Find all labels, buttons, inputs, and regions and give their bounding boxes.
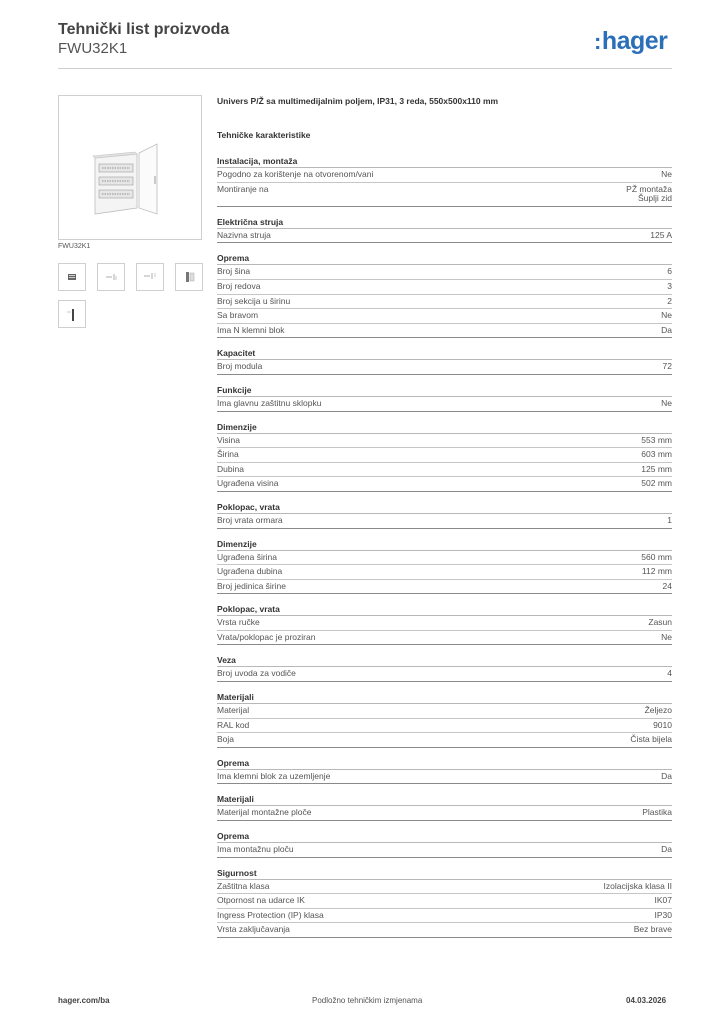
spec-row bbox=[217, 806, 672, 821]
spec-label: Broj šina bbox=[217, 266, 251, 277]
spec-label: Boja bbox=[217, 734, 235, 745]
spec-label: Sa bravom bbox=[217, 310, 259, 321]
spec-label: Nazivna struja bbox=[217, 229, 271, 240]
spec-label: Dubina bbox=[217, 463, 244, 474]
spec-row bbox=[217, 843, 672, 858]
spec-value-line: Plastika bbox=[642, 807, 672, 818]
spec-value-line: Izolacijska klasa II bbox=[603, 880, 672, 891]
spec-value bbox=[641, 450, 672, 460]
spec-label: Širina bbox=[217, 449, 239, 460]
thumbnail-side[interactable] bbox=[175, 263, 203, 291]
spec-value bbox=[663, 582, 672, 592]
section-title: Funkcije bbox=[217, 385, 672, 397]
footer-website[interactable]: hager.com/ba bbox=[58, 996, 110, 1005]
section-title: Električna struja bbox=[217, 217, 672, 229]
spec-row bbox=[217, 616, 672, 631]
spec-row bbox=[217, 551, 672, 566]
spec-value-line: 3 bbox=[667, 280, 672, 291]
cabinet-section-icon bbox=[59, 301, 85, 327]
spec-value bbox=[641, 465, 672, 475]
spec-row bbox=[217, 183, 672, 207]
spec-row bbox=[217, 477, 672, 492]
spec-value bbox=[641, 553, 672, 563]
spec-value-line: 9010 bbox=[653, 719, 672, 730]
header-divider bbox=[58, 68, 672, 69]
spec-row bbox=[217, 280, 672, 295]
hager-logo: :hager bbox=[594, 27, 668, 55]
spec-section bbox=[217, 539, 672, 595]
section-title: Materijali bbox=[217, 692, 672, 704]
spec-value-line: PŽ montaža bbox=[626, 183, 672, 194]
spec-row bbox=[217, 295, 672, 310]
cabinet-image bbox=[59, 96, 201, 239]
spec-content bbox=[217, 95, 672, 948]
spec-label: Ugrađena širina bbox=[217, 551, 278, 562]
spec-value-line: 125 mm bbox=[641, 463, 672, 474]
spec-value bbox=[661, 633, 672, 643]
spec-value bbox=[661, 311, 672, 321]
spec-value bbox=[661, 845, 672, 855]
spec-value-line: IP30 bbox=[654, 909, 672, 920]
spec-value-line: Da bbox=[661, 770, 672, 781]
spec-label: Broj uvoda za vodiče bbox=[217, 668, 296, 679]
spec-label: Broj modula bbox=[217, 361, 263, 372]
spec-value-line: 112 mm bbox=[641, 566, 672, 577]
spec-row bbox=[217, 667, 672, 682]
section-title: Dimenzije bbox=[217, 539, 672, 551]
product-description: Univers P/Ž sa multimedijalnim poljem, IP31, 3 reda, 550x500x110 mm bbox=[217, 96, 499, 106]
spec-label: Materijal bbox=[217, 705, 250, 716]
spec-label: Montiranje na bbox=[217, 183, 269, 194]
spec-value bbox=[648, 618, 672, 628]
spec-label: Vrsta zaključavanja bbox=[217, 924, 290, 935]
spec-label: Otpornost na udarce IK bbox=[217, 895, 305, 906]
spec-value bbox=[641, 479, 672, 489]
spec-section bbox=[217, 502, 672, 529]
spec-value bbox=[667, 669, 672, 679]
spec-row bbox=[217, 770, 672, 785]
spec-value bbox=[655, 896, 673, 906]
spec-row bbox=[217, 265, 672, 280]
spec-value bbox=[661, 170, 672, 180]
spec-value bbox=[661, 326, 672, 336]
spec-value-line: Da bbox=[661, 844, 672, 855]
spec-row bbox=[217, 580, 672, 595]
spec-section bbox=[217, 217, 672, 244]
spec-row bbox=[217, 397, 672, 412]
section-title: Poklopac, vrata bbox=[217, 502, 672, 514]
characteristics-title: Tehničke karakteristike bbox=[217, 130, 311, 140]
spec-value bbox=[642, 567, 672, 577]
spec-label: Zaštitna klasa bbox=[217, 880, 270, 891]
spec-value bbox=[667, 297, 672, 307]
spec-section bbox=[217, 348, 672, 375]
spec-label: Vrata/poklopac je proziran bbox=[217, 631, 316, 642]
thumbnail-dimensions-front[interactable] bbox=[97, 263, 125, 291]
section-title: Kapacitet bbox=[217, 348, 672, 360]
spec-row bbox=[217, 733, 672, 748]
spec-section bbox=[217, 422, 672, 492]
image-caption: FWU32K1 bbox=[58, 243, 91, 250]
spec-label: Ingress Protection (IP) klasa bbox=[217, 909, 324, 920]
spec-label: Broj redova bbox=[217, 280, 261, 291]
spec-value bbox=[630, 735, 672, 745]
spec-label: Ima klemni blok za uzemljenje bbox=[217, 770, 331, 781]
dimension-drawing-icon bbox=[137, 264, 163, 290]
spec-value bbox=[661, 399, 672, 409]
page-title: Tehnički list proizvoda bbox=[58, 21, 230, 38]
cabinet-side-icon bbox=[176, 264, 202, 290]
spec-label: Ugrađena visina bbox=[217, 478, 279, 489]
spec-value-line: Ne bbox=[661, 310, 672, 321]
spec-value bbox=[604, 882, 673, 892]
spec-value-line: Ne bbox=[661, 397, 672, 408]
spec-value-line: IK07 bbox=[654, 895, 672, 906]
section-title: Dimenzije bbox=[217, 422, 672, 434]
spec-label: Broj sekcija u širinu bbox=[217, 295, 291, 306]
spec-section bbox=[217, 156, 672, 207]
spec-value bbox=[667, 267, 672, 277]
spec-label: Ima montažnu ploču bbox=[217, 844, 294, 855]
section-title: Sigurnost bbox=[217, 868, 672, 880]
spec-value bbox=[663, 362, 672, 372]
spec-value-line: Zasun bbox=[648, 617, 672, 628]
product-image-frame bbox=[58, 95, 202, 240]
spec-row bbox=[217, 631, 672, 646]
spec-section bbox=[217, 794, 672, 821]
spec-row bbox=[217, 463, 672, 478]
spec-value-line: 502 mm bbox=[641, 478, 672, 489]
logo-text: hager bbox=[601, 27, 668, 55]
spec-row bbox=[217, 168, 672, 183]
spec-label: RAL kod bbox=[217, 719, 250, 730]
spec-value bbox=[667, 282, 672, 292]
spec-section bbox=[217, 253, 672, 338]
spec-value-line: 72 bbox=[662, 361, 672, 372]
section-title: Materijali bbox=[217, 794, 672, 806]
spec-row bbox=[217, 360, 672, 375]
spec-row bbox=[217, 448, 672, 463]
spec-section bbox=[217, 692, 672, 748]
spec-value bbox=[642, 808, 672, 818]
spec-label: Broj jedinica širine bbox=[217, 580, 286, 591]
spec-label: Vrsta ručke bbox=[217, 617, 260, 628]
section-title: Poklopac, vrata bbox=[217, 604, 672, 616]
spec-value-line: 125 A bbox=[650, 229, 672, 240]
thumbnail-dimensions-top[interactable] bbox=[136, 263, 164, 291]
spec-value-line: 560 mm bbox=[641, 551, 672, 562]
spec-value-line: Da bbox=[661, 324, 672, 335]
spec-value-line: 603 mm bbox=[641, 449, 672, 460]
spec-row bbox=[217, 434, 672, 449]
spec-row bbox=[217, 324, 672, 339]
spec-value-line: Ne bbox=[661, 631, 672, 642]
section-title: Oprema bbox=[217, 253, 672, 265]
spec-value-line: Željezo bbox=[644, 705, 672, 716]
spec-sections bbox=[217, 156, 672, 938]
spec-label: Ugrađena dubina bbox=[217, 566, 283, 577]
spec-row bbox=[217, 894, 672, 909]
footer-notice: Podložno tehničkim izmjenama bbox=[312, 996, 423, 1005]
spec-row bbox=[217, 229, 672, 244]
spec-value-line: Bez brave bbox=[633, 924, 672, 935]
spec-row bbox=[217, 514, 672, 529]
spec-section bbox=[217, 831, 672, 858]
spec-section bbox=[217, 868, 672, 938]
spec-row bbox=[217, 880, 672, 895]
spec-value-line: Šuplji zid bbox=[637, 193, 672, 204]
product-code: FWU32K1 bbox=[58, 40, 128, 57]
spec-value-line: Čista bijela bbox=[630, 734, 672, 745]
spec-value bbox=[650, 231, 672, 241]
spec-label: Pogodno za korištenje na otvorenom/vani bbox=[217, 169, 374, 179]
spec-label: Ima glavnu zaštitnu sklopku bbox=[217, 397, 322, 408]
spec-value bbox=[641, 436, 672, 446]
cabinet-front-icon bbox=[59, 264, 85, 290]
thumbnail-section[interactable] bbox=[58, 300, 86, 328]
spec-value bbox=[653, 721, 672, 731]
spec-section bbox=[217, 604, 672, 645]
spec-value-line: 4 bbox=[667, 668, 672, 679]
spec-row bbox=[217, 909, 672, 924]
spec-label: Ima N klemni blok bbox=[217, 324, 285, 335]
spec-label: Visina bbox=[217, 434, 240, 445]
dimension-drawing-icon bbox=[98, 264, 124, 290]
spec-value-line: 2 bbox=[667, 295, 672, 306]
spec-section bbox=[217, 758, 672, 785]
spec-value bbox=[661, 772, 672, 782]
spec-value bbox=[645, 706, 672, 716]
spec-value bbox=[626, 185, 672, 204]
spec-value-line: Ne bbox=[661, 169, 672, 179]
spec-row bbox=[217, 565, 672, 580]
spec-value-line: 6 bbox=[667, 266, 672, 277]
section-title: Instalacija, montaža bbox=[217, 156, 672, 168]
spec-value bbox=[655, 911, 673, 921]
spec-row bbox=[217, 923, 672, 938]
spec-value-line: 24 bbox=[662, 580, 672, 591]
section-title: Veza bbox=[217, 655, 672, 667]
spec-section bbox=[217, 385, 672, 412]
section-title: Oprema bbox=[217, 758, 672, 770]
footer-date: 04.03.2026 bbox=[626, 996, 667, 1005]
thumbnail-front[interactable] bbox=[58, 263, 86, 291]
spec-value-line: 553 mm bbox=[641, 434, 672, 445]
spec-value bbox=[634, 925, 672, 935]
spec-section bbox=[217, 655, 672, 682]
spec-value-line: 1 bbox=[667, 514, 672, 525]
section-title: Oprema bbox=[217, 831, 672, 843]
spec-row bbox=[217, 719, 672, 734]
spec-row bbox=[217, 309, 672, 324]
spec-label: Materijal montažne ploče bbox=[217, 807, 312, 818]
spec-row bbox=[217, 704, 672, 719]
spec-label: Broj vrata ormara bbox=[217, 514, 283, 525]
spec-value bbox=[667, 516, 672, 526]
